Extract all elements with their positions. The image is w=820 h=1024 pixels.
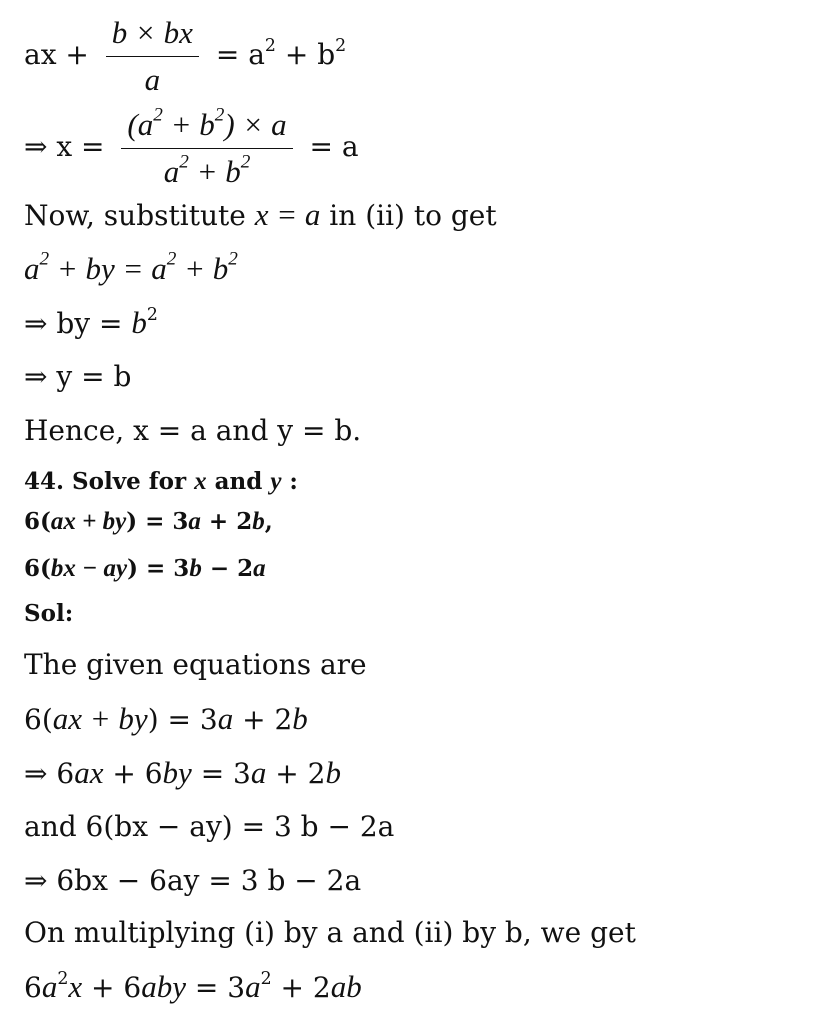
text-line-3 (24, 198, 497, 233)
fraction-denominator (158, 149, 257, 191)
math-expression: $a^2$ + by = $a^2 + b^2$ (24, 248, 238, 286)
equation-text: ⇒ x = (24, 130, 105, 163)
question-heading (24, 468, 298, 496)
equation-line-1 (24, 14, 346, 99)
equation-line-18: $6a^2x + 6aby = 3a^2 + 2ab$ (24, 968, 362, 1004)
math-text: a (163, 154, 180, 189)
exponent: 2 (264, 35, 276, 56)
math-text: y (270, 468, 282, 495)
equation-line-14: ⇒ 6ax + 6by = 3a + 2b (24, 755, 341, 790)
question-text: and (206, 468, 271, 495)
equation-text: = a (215, 38, 265, 71)
question-text: 44. Solve for (24, 468, 195, 495)
fraction (106, 14, 199, 99)
math-text: b (131, 305, 147, 340)
question-equation-1: 6(ax + by) = 3a + 2b, (24, 508, 273, 535)
equation-line-16: ⇒ 6bx − 6ay = 3 b − 2a (24, 864, 362, 897)
exponent: 2 (214, 104, 225, 126)
fraction-numerator (121, 106, 292, 149)
equation-line-2 (24, 106, 359, 191)
body-text: Now, substitute (24, 199, 255, 232)
math-text: + b (188, 154, 241, 189)
equation-line-15: and 6(bx − ay) = 3 b − 2a (24, 810, 395, 843)
question-text: : (281, 468, 298, 495)
equation-text: = a (309, 130, 359, 163)
exponent: 2 (335, 35, 347, 56)
exponent: 2 (153, 104, 163, 126)
exponent: 2 (146, 304, 158, 325)
fraction-denominator: a (144, 62, 161, 97)
text-line-17: On multiplying (i) by a and (ii) by b, we get (24, 916, 636, 949)
exponent: 2 (240, 151, 251, 173)
math-text: x (194, 468, 207, 495)
fraction (121, 106, 292, 191)
solution-label: Sol: (24, 600, 74, 627)
math-text: x = a (254, 197, 321, 232)
math-text: ) × a (224, 107, 287, 142)
equation-line-6: ⇒ y = b (24, 360, 132, 393)
equation-text: ⇒ by = (24, 307, 132, 340)
text-line-12: The given equations are (24, 648, 367, 681)
exponent: 2 (179, 151, 189, 173)
question-equation-2: 6(bx − ay) = 3b − 2a (24, 555, 266, 582)
math-text: + b (162, 107, 215, 142)
equation-line-13: 6(ax + by) = 3a + 2b (24, 701, 308, 736)
math-text: (a (127, 107, 154, 142)
equation-text: + b (275, 38, 336, 71)
equation-line-5 (24, 306, 158, 341)
equation-line-4 (24, 248, 238, 287)
text-line-7: Hence, x = a and y = b. (24, 414, 362, 447)
fraction-numerator: b × bx (106, 14, 199, 57)
body-text: in (ii) to get (320, 199, 497, 232)
equation-text: ax + (24, 38, 89, 71)
